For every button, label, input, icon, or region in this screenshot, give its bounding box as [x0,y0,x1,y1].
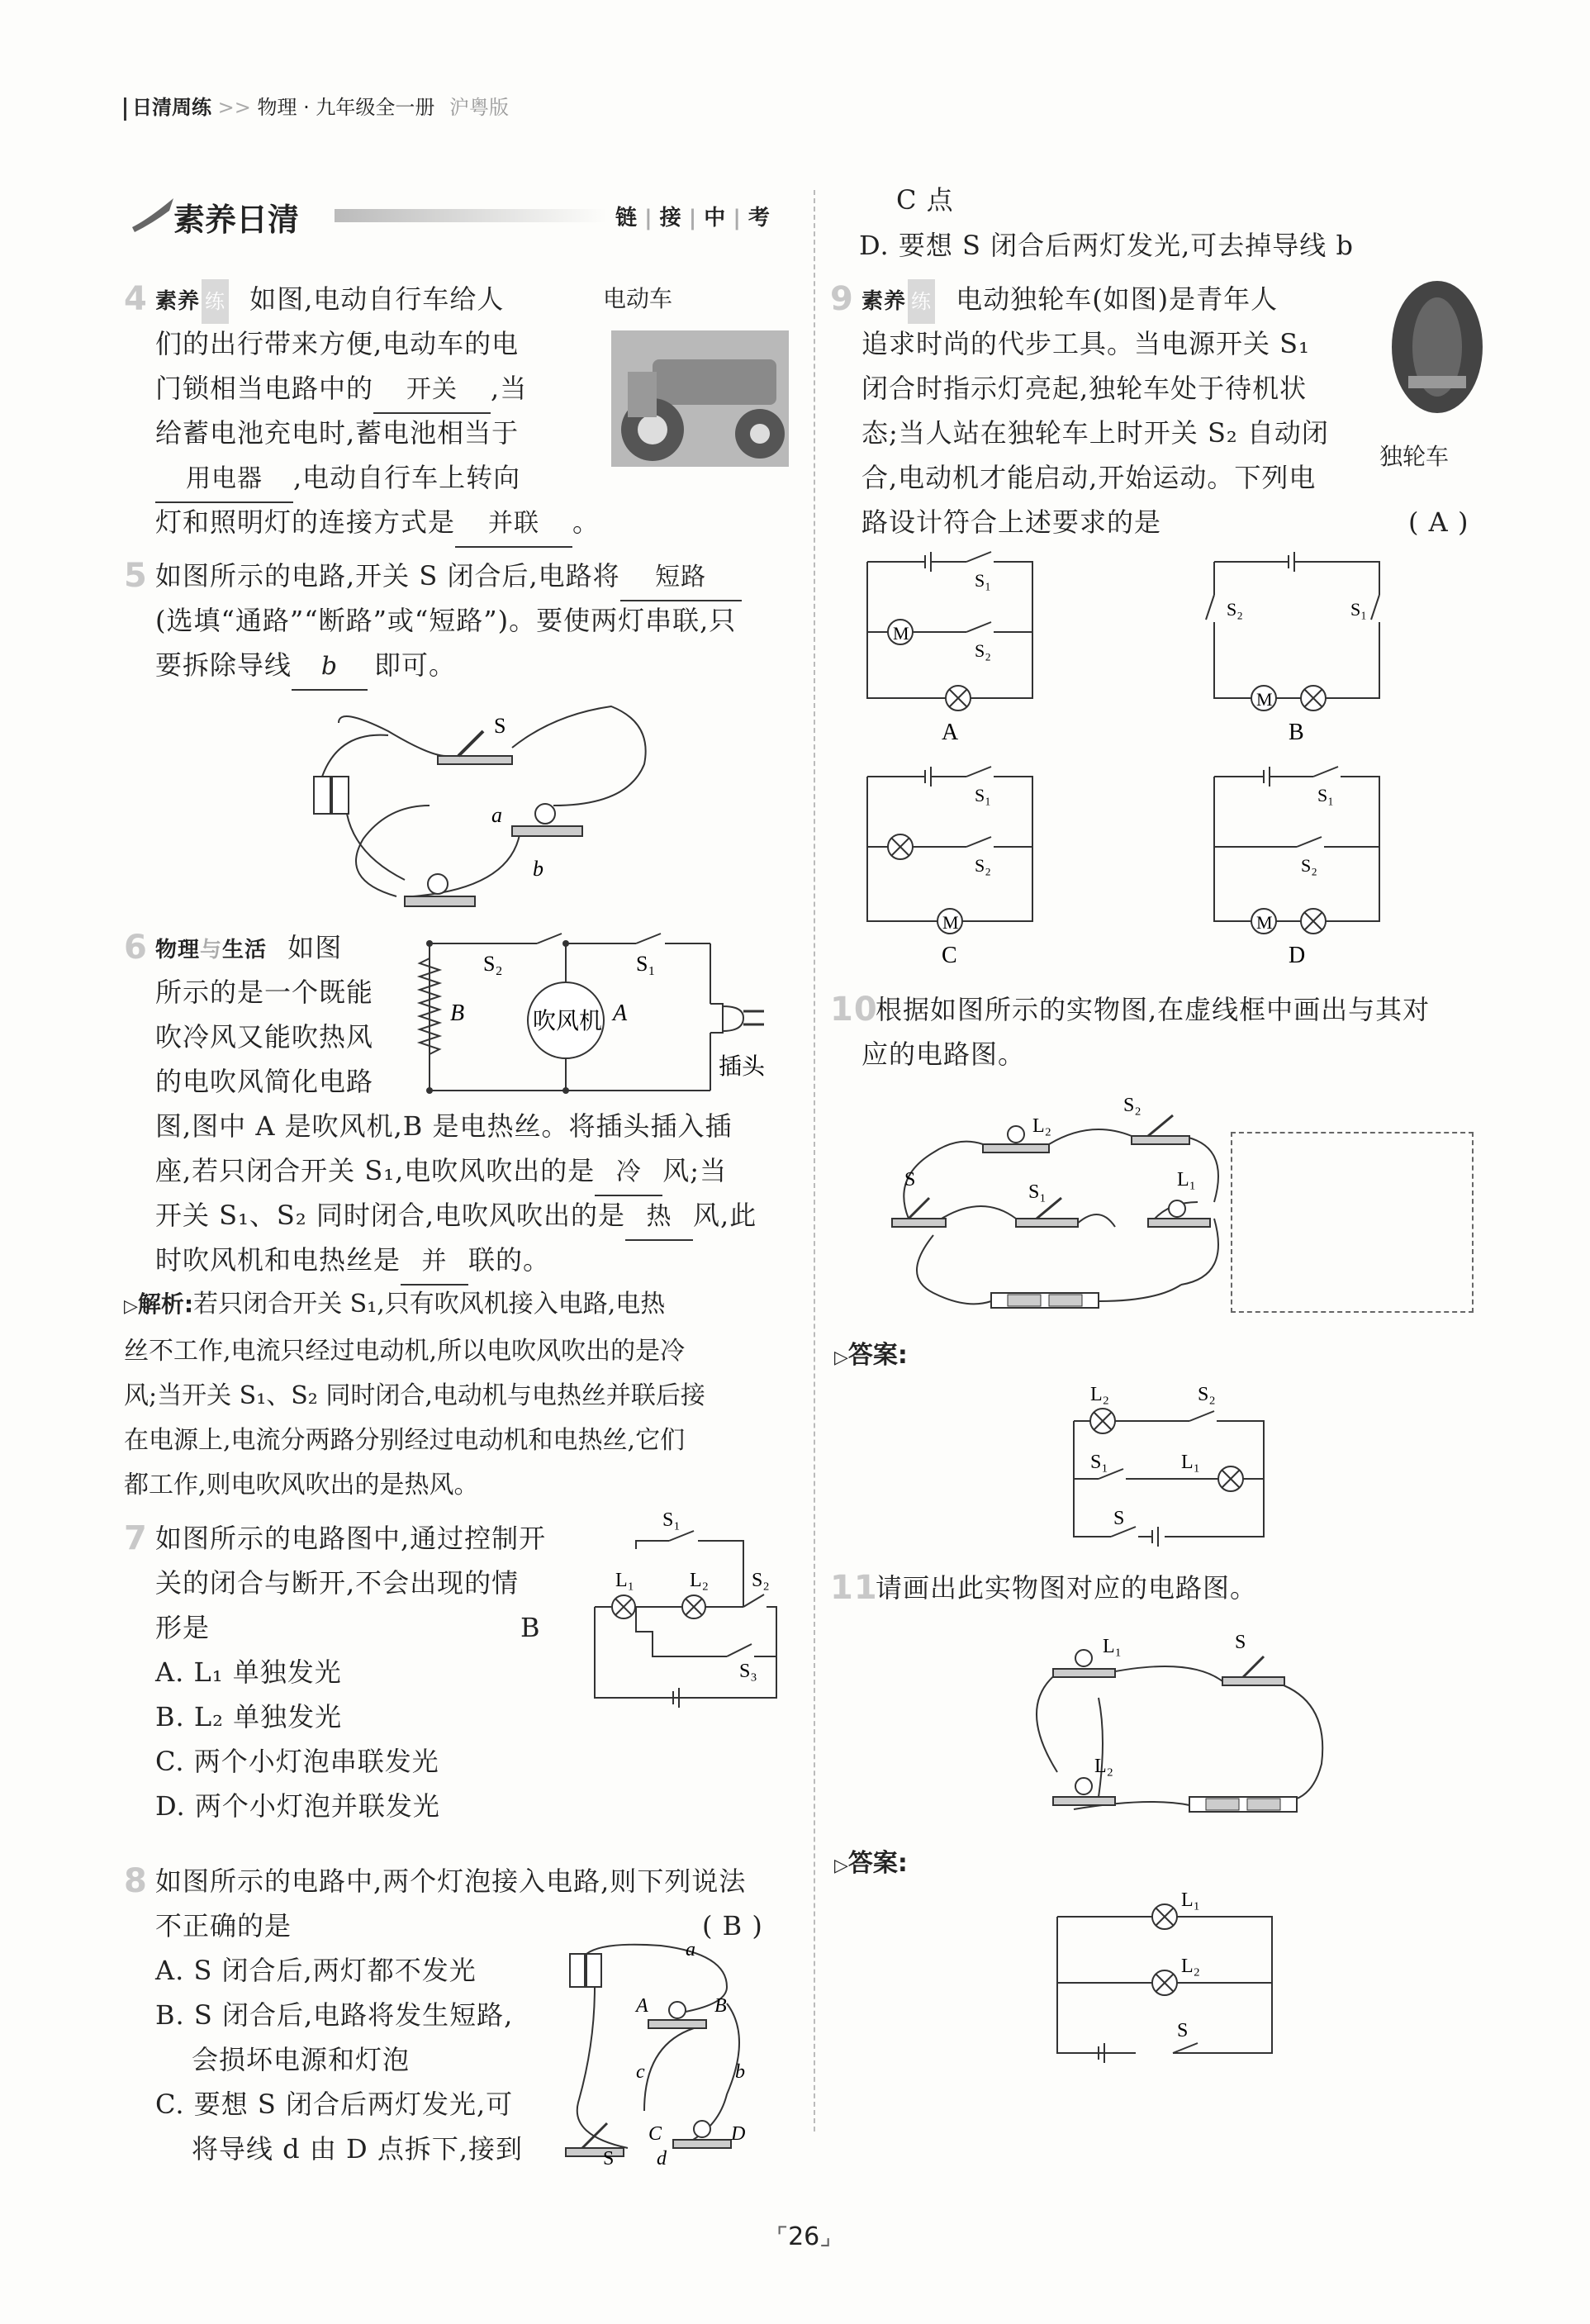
q8-label-a: a [686,1939,695,1960]
header-rule [124,97,126,121]
q8-label-C: C [648,2123,662,2145]
analysis-line: 在电源上,电流分两路分别经过电动机和电热丝,它们 [124,1426,686,1455]
q10-number: 10 [830,991,878,1029]
q11-line: 请画出此实物图对应的电路图。 [876,1572,1258,1604]
q11-answer-diagram [1049,1888,1289,2070]
q6-tag: 物理 [155,938,201,962]
q8-label-B: B [714,1995,727,2017]
q7-option: B. L₂ 单独发光 [155,1701,343,1732]
header-arrows: >> [217,96,251,119]
q7-circuit-figure [586,1508,801,1714]
q5-line: 如图所示的电路,开关 S 闭合后,电路将 [155,560,620,592]
q4-number: 4 [124,280,148,318]
q8-line: 如图所示的电路中,两个灯泡接入电路,则下列说法 [155,1865,747,1897]
q8-number: 8 [124,1862,148,1900]
analysis-head: 解析: [137,1290,194,1318]
q7-option: C. 两个小灯泡串联发光 [155,1746,439,1777]
q6-tag: 生活 [222,938,268,962]
q10-label-l2: L₂ [1032,1115,1052,1137]
q6-line: 吹冷风又能吹热风 [155,1021,374,1053]
q11-circuit-figure [1024,1623,1355,1822]
q6-line: 时吹风机和电热丝是 [155,1244,401,1276]
q8-option: C. 要想 S 闭合后两灯发光,可 [155,2089,514,2120]
q5-label-s: S [494,714,506,738]
q11-label-s: S [1235,1632,1246,1653]
q6-label-fan: 吹风机 [533,1009,603,1034]
q8-option: 会损坏电源和灯泡 [192,2044,411,2075]
header-subject: 物理 · 九年级全一册 [257,96,435,119]
q6-answer-1: 冷 [595,1150,662,1196]
q6-label-s1: S₁ [636,952,656,976]
q4-tag: 素养 [155,289,201,314]
q9b-m: M [1256,689,1273,710]
ebike-image [603,281,793,471]
q4-line: ,当 [491,373,528,404]
q6-line: 如图 [287,932,343,963]
q6-answer-3: 并 [401,1239,468,1286]
q5-line: (选填“通路”“断路”或“短路”)。要使两灯串联,只 [155,605,737,636]
q7-line: 关的闭合与断开,不会出现的情 [155,1567,520,1599]
q6-label-plug: 插头 [719,1054,766,1080]
q8-option: D. 要想 S 闭合后两灯发光,可去掉导线 b [859,230,1354,261]
q8-label-b: b [735,2061,745,2083]
q9-line: 电动独轮车(如图)是青年人 [956,283,1279,315]
q8-line: 不正确的是 [155,1910,292,1941]
q8-label-d: d [657,2148,667,2169]
q6-analysis [124,1282,793,1508]
q9c-m: M [942,912,959,933]
ebike-image-label: 电动车 [603,285,673,312]
q10-label-l1: L₁ [1177,1169,1197,1191]
q5-number: 5 [124,557,148,595]
q9a-m: M [893,623,909,644]
q8-option: 将导线 d 由 D 点拆下,接到 [192,2133,524,2165]
q8-option: B. S 闭合后,电路将发生短路, [155,1999,514,2031]
q9b-s2: S₂ [1227,599,1243,620]
q9-line: 追求时尚的代步工具。当电源开关 S₁ [861,328,1310,359]
q9-tagbox: 练 [908,279,935,324]
q6-line: 开关 S₁、S₂ 同时闭合,电吹风吹出的是 [155,1200,626,1231]
section-title-bar [128,194,789,238]
q10-answer-box [1231,1132,1474,1313]
q10-line: 根据如图所示的实物图,在虚线框中画出与其对 [876,994,1431,1025]
q11-number: 11 [830,1569,878,1607]
q9c-s2: S₂ [975,855,991,876]
q6-label-b: B [450,1000,465,1026]
q9b-s1: S₁ [1350,599,1367,620]
q5-line: 要拆除导线 [155,649,292,681]
q10-answer-diagram [1066,1376,1280,1549]
q11-label-l2: L₂ [1094,1756,1114,1777]
q8-label-D: D [731,2123,746,2145]
q6-circuit-figure [396,925,785,1107]
q9-number: 9 [830,280,854,318]
q8-answer: ( B ) [702,1910,763,1941]
q10-label-s1: S₁ [1028,1181,1047,1203]
q6-label-a: A [613,1000,628,1026]
q9-diagram-b [1206,552,1379,745]
q10-label-s: S [904,1169,916,1191]
q7-label-s1: S₁ [662,1509,681,1531]
q5-label-a: a [491,803,502,827]
q5-answer-1: 短路 [620,555,742,601]
q10-line: 应的电路图。 [861,1038,1026,1070]
q5-line: 即可。 [374,649,457,681]
unicycle-image [1379,277,1495,470]
q4-answer-1: 开关 [373,368,491,414]
q11-ans-l1: L₁ [1181,1889,1201,1911]
q10-ans-s2: S₂ [1198,1384,1216,1405]
q8-option: C 点 [896,184,954,216]
q7-label-s3: S₃ [739,1661,757,1682]
q6-line: 风,此 [693,1200,757,1231]
q9a-s1: S₁ [975,570,991,591]
q6-answer-2: 热 [625,1195,693,1241]
q9-line: 路设计符合上述要求的是 [861,506,1162,538]
q9c-s1: S₁ [975,785,991,806]
q6-line: 座,若只闭合开关 S₁,电吹风吹出的是 [155,1155,596,1186]
q8-label-c: c [636,2061,645,2083]
q4-line: ,电动自行车上转向 [293,462,521,493]
q9-diagram-d [1214,767,1379,968]
q9a-label: A [942,720,959,745]
q4-answer-2: 用电器 [155,457,293,503]
q9d-label: D [1289,943,1306,968]
analysis-line: 都工作,则电吹风吹出的是热风。 [124,1471,479,1499]
q8-circuit-figure [562,1937,809,2169]
q9d-s2: S₂ [1301,855,1317,876]
q9d-m: M [1256,912,1273,933]
q7-label-s2: S₂ [752,1570,770,1591]
q6-tag: 与 [200,938,223,962]
answer-marker-icon: ▷ [834,1856,848,1876]
q4-line: 灯和照明灯的连接方式是 [155,506,456,538]
q4-tagbox: 练 [202,279,229,324]
q9-line: 态;当人站在独轮车上时开关 S₂ 自动闭 [861,417,1329,449]
q9-line: 合,电动机才能启动,开始运动。下列电 [861,462,1317,493]
q9c-label: C [942,943,957,968]
link-exam: 链 | 接 | 中 | 考 [615,206,770,230]
q11-answer-head: ▷答案: [834,1849,908,1878]
q10-ans-l1: L₁ [1181,1452,1201,1473]
q7-answer: B [520,1612,541,1643]
q6-line: 联的。 [468,1244,551,1276]
q5-circuit-figure [306,698,752,913]
q9-diagram-a [867,552,1032,745]
page-header [132,91,509,124]
q7-label-l1: L₁ [615,1570,635,1591]
q7-number: 7 [124,1519,148,1557]
column-divider [814,190,815,2132]
q10-label-s2: S₂ [1123,1095,1141,1116]
q4-answer-3: 并联 [455,501,572,548]
q4-line: 门锁相当电路中的 [155,373,374,404]
q11-ans-s: S [1177,2020,1189,2041]
q9-diagrams [851,545,1445,975]
q10-ans-l2: L₂ [1090,1384,1110,1405]
q5-label-b: b [533,857,543,881]
q10-ans-s: S [1113,1508,1125,1529]
analysis-line: 风;当开关 S₁、S₂ 同时闭合,电动机与电热丝并联后接 [124,1381,705,1410]
q5-answer-2: b [292,644,368,691]
q6-number: 6 [124,929,148,967]
q6-line: 的电吹风简化电路 [155,1066,374,1097]
q4-line: 。 [572,506,600,538]
q9-answer: ( A ) [1408,506,1469,538]
q7-line: 形是 [155,1612,211,1643]
q6-line: 风;当 [662,1155,728,1186]
q4-line: 如图,电动自行车给人 [249,283,505,315]
q7-line: 如图所示的电路图中,通过控制开 [155,1523,547,1554]
q11-ans-l2: L₂ [1181,1956,1201,1977]
section-title: 素养日清 [173,202,300,238]
header-edition: 沪粤版 [449,96,510,119]
q7-option: D. 两个小灯泡并联发光 [155,1790,440,1822]
answer-marker-icon: ▷ [834,1347,848,1368]
pen-icon [128,194,178,235]
q10-answer-head: ▷答案: [834,1341,908,1370]
q9-tag: 素养 [861,289,907,314]
q8-label-A: A [636,1995,648,2017]
q9-line: 闭合时指示灯亮起,独轮车处于待机状 [861,373,1308,404]
header-brand: 日清周练 [132,96,211,119]
q11-label-l1: L₁ [1103,1636,1122,1657]
q7-option: A. L₁ 单独发光 [155,1656,342,1688]
q10-circuit-figure [884,1086,1247,1318]
q9-diagram-c [867,767,1032,968]
q8-option: A. S 闭合后,两灯都不发光 [155,1955,477,1986]
analysis-line: 若只闭合开关 S₁,只有吹风机接入电路,电热 [193,1290,666,1319]
analysis-marker-icon: ▷ [124,1296,138,1317]
q8-label-S: S [603,2148,615,2169]
q10-ans-s1: S₁ [1090,1452,1108,1473]
q9d-s1: S₁ [1317,785,1334,806]
q9a-s2: S₂ [975,640,991,661]
q9b-label: B [1289,720,1304,745]
q7-label-l2: L₂ [690,1570,710,1591]
analysis-line: 丝不工作,电流只经过电动机,所以电吹风吹出的是冷 [124,1337,686,1366]
q4-line: 们的出行带来方便,电动车的电 [155,328,520,359]
q6-line: 所示的是一个既能 [155,977,374,1008]
q6-line: 图,图中 A 是吹风机,B 是电热丝。将插头插入插 [155,1110,733,1142]
page-number: ⌜26⌟ [776,2222,832,2251]
q4-line: 给蓄电池充电时,蓄电池相当于 [155,417,520,449]
q6-label-s2: S₂ [483,952,503,976]
unicycle-label: 独轮车 [1379,443,1450,470]
